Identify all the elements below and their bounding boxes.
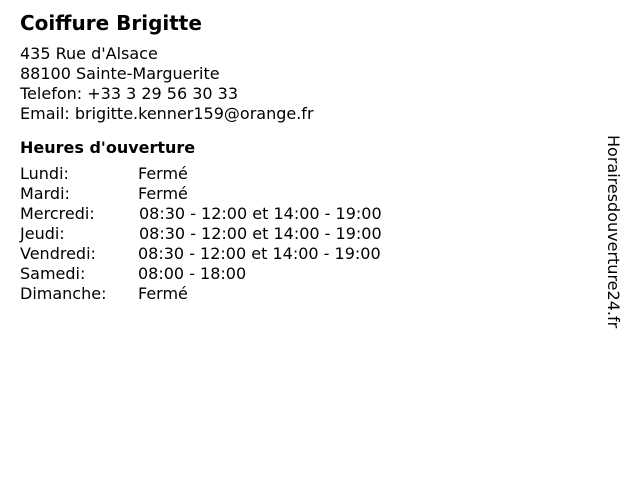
- site-watermark: Horairesdouverture24.fr: [604, 135, 623, 329]
- hours-row-monday: [20, 164, 580, 184]
- hours-day: Mardi:: [20, 184, 70, 203]
- email-address: Email: brigitte.kenner159@orange.fr: [20, 104, 314, 123]
- hours-day: Samedi:: [20, 264, 86, 283]
- hours-day: Mercredi:: [20, 204, 95, 223]
- hours-time: Fermé: [138, 184, 188, 203]
- hours-row-sunday: [20, 284, 580, 304]
- hours-day: Dimanche:: [20, 284, 107, 303]
- hours-day: Jeudi:: [20, 224, 65, 243]
- hours-time: Fermé: [138, 164, 188, 183]
- hours-time: 08:30 - 12:00 et 14:00 - 19:00: [138, 244, 381, 263]
- business-name: Coiffure Brigitte: [20, 11, 202, 35]
- hours-table: [20, 164, 580, 304]
- hours-row-saturday: [20, 264, 580, 284]
- hours-day: Lundi:: [20, 164, 69, 183]
- address-street: 435 Rue d'Alsace: [20, 44, 158, 63]
- hours-time: Fermé: [138, 284, 188, 303]
- address-city: 88100 Sainte-Marguerite: [20, 64, 220, 83]
- hours-title: Heures d'ouverture: [20, 138, 196, 157]
- hours-time: 08:30 - 12:00 et 14:00 - 19:00: [139, 224, 382, 243]
- hours-time: 08:00 - 18:00: [138, 264, 247, 283]
- hours-row-thursday: [20, 224, 580, 244]
- hours-day: Vendredi:: [20, 244, 96, 263]
- hours-row-friday: [20, 244, 580, 264]
- hours-row-wednesday: [20, 204, 580, 224]
- business-card: [20, 10, 580, 304]
- hours-time: 08:30 - 12:00 et 14:00 - 19:00: [139, 204, 382, 223]
- hours-row-tuesday: [20, 184, 580, 204]
- phone-number: Telefon: +33 3 29 56 30 33: [20, 84, 239, 103]
